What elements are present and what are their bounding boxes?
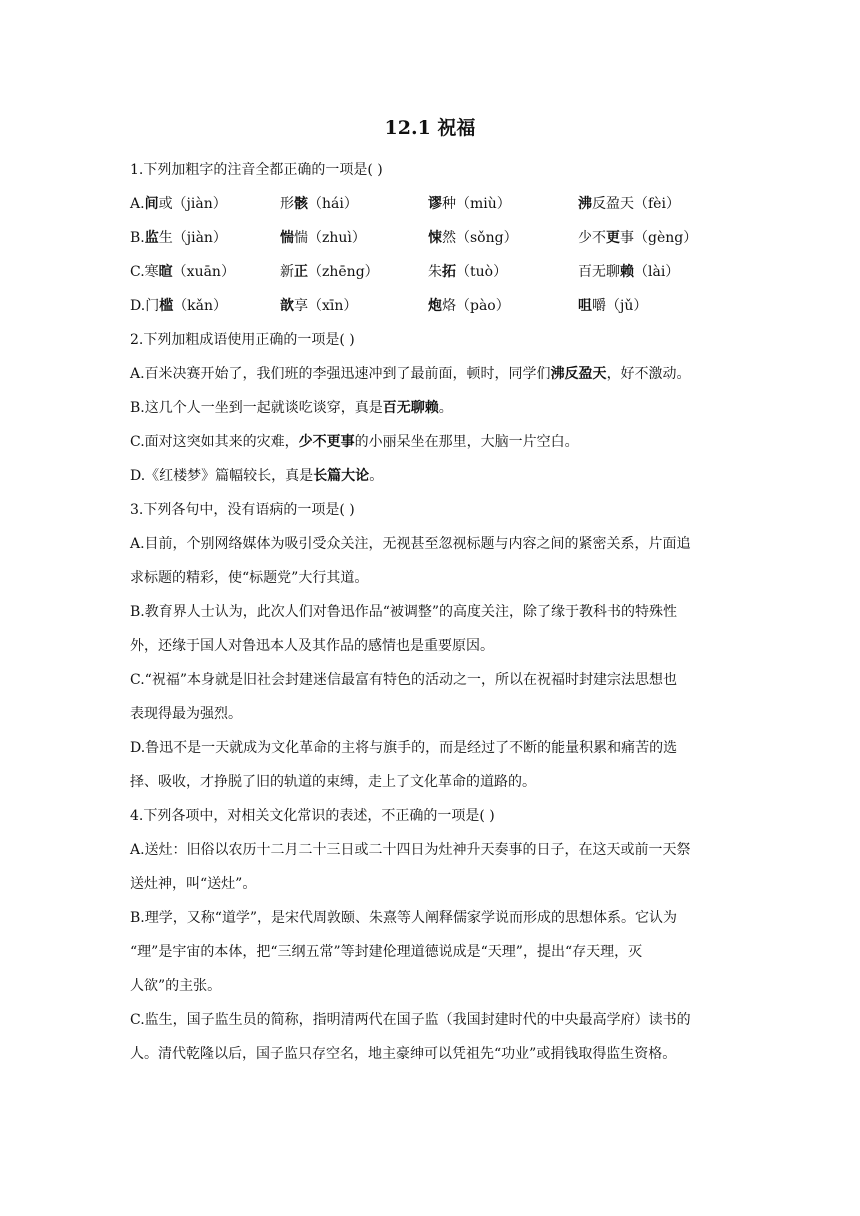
option-cell [280,221,428,255]
option-text: A.百米决赛开始了，我们班的李强迅速冲到了最前面，顿时，同学们 [130,366,551,382]
option-cell [428,187,578,221]
word-prefix: 百无聊 [578,264,620,280]
option-line: C.监生，国子监生员的简称，指明清两代在国子监（我国封建时代的中央最高学府）读书的 [130,1012,691,1028]
bold-character: 间 [144,196,159,212]
question-2-options [130,357,732,493]
option-row [130,289,732,323]
question-3-stem: 3.下列各句中，没有语病的一项是( ) [130,502,355,518]
bold-character: 谬 [428,196,442,212]
option-row [130,255,732,289]
question-2-stem: 2.下列加粗成语使用正确的一项是( ) [130,332,355,348]
option-text: 。 [438,400,453,416]
bold-character: 咀 [578,298,592,314]
option-line [130,425,732,459]
bold-character: 正 [294,264,308,280]
option-row [130,187,732,221]
option-line: 表现得最为强烈。 [130,706,242,722]
word-suffix-pinyin: （xuān） [172,264,235,280]
option-paragraph [130,731,732,799]
option-paragraph [130,595,732,663]
option-cell [428,289,578,323]
word-suffix-pinyin: 然（sǒng） [442,230,518,246]
option-line [130,357,732,391]
word-suffix-pinyin: （tuò） [456,264,508,280]
option-cell [578,255,732,289]
question-3-options [130,527,732,799]
option-label: B. [130,230,145,246]
bold-character: 惴 [280,230,294,246]
option-cell [578,187,732,221]
option-paragraph [130,527,732,595]
option-text: ，好不激动。 [606,366,691,382]
option-cell [280,289,428,323]
word-suffix-pinyin: 享（xīn） [294,298,358,314]
option-line: C.“祝福”本身就是旧社会封建迷信最富有特色的活动之一，所以在祝福时封建宗法思想也 [130,672,677,688]
bold-character: 监 [144,230,159,246]
word-suffix-pinyin: （zhēng） [308,264,379,280]
option-text: D.《红楼梦》篇幅较长，真是 [130,468,314,484]
bold-character: 骸 [294,196,308,212]
document-content [130,153,732,1071]
option-paragraph [130,901,732,1003]
bold-character: 槛 [159,298,174,314]
option-text: B.这几个人一坐到一起就谈吃谈穿，真是 [130,400,383,416]
option-cell [280,187,428,221]
option-label: A. [130,196,145,212]
bold-character: 悚 [428,230,442,246]
bold-character: 拓 [442,264,456,280]
option-line [130,459,732,493]
option-line: 人欲”的主张。 [130,978,222,994]
bold-idiom: 少不更事 [298,434,355,450]
bold-idiom: 沸反盈天 [550,366,607,382]
option-label: D. [130,298,146,314]
option-paragraph [130,1003,732,1071]
question-4-options [130,833,732,1071]
word-suffix-pinyin: 嚼（jǔ） [592,298,648,314]
word-prefix: 少不 [578,230,606,246]
word-suffix-pinyin: （lài） [634,264,680,280]
word-prefix: 形 [280,196,294,212]
word-prefix: 新 [280,264,294,280]
bold-idiom: 长篇大论 [313,468,370,484]
bold-character: 歆 [280,298,294,314]
option-cell [578,221,732,255]
word-suffix-pinyin: 或（jiàn） [158,196,227,212]
word-prefix: 朱 [428,264,442,280]
word-prefix: 寒 [144,264,159,280]
option-cell [578,289,732,323]
word-suffix-pinyin: 烙（pào） [442,298,510,314]
option-line: A.目前，个别网络媒体为吸引受众关注，无视甚至忽视标题与内容之间的紧密关系，片面追 [130,536,691,552]
option-cell [130,187,280,221]
bold-idiom: 百无聊赖 [382,400,439,416]
word-suffix-pinyin: 种（miù） [442,196,511,212]
question-1-stem: 1.下列加粗字的注音全都正确的一项是( ) [130,162,383,178]
option-paragraph [130,663,732,731]
bold-character: 炮 [428,298,442,314]
option-line: 送灶神，叫“送灶”。 [130,876,257,892]
bold-character: 赖 [620,264,634,280]
word-suffix-pinyin: （hái） [308,196,358,212]
word-suffix-pinyin: 生（jiàn） [158,230,227,246]
option-cell [428,255,578,289]
word-suffix-pinyin: 反盈天（fèi） [592,196,680,212]
word-suffix-pinyin: 事（gèng） [620,230,698,246]
option-line: 求标题的精彩，使“标题党”大行其道。 [130,570,369,586]
option-line: “理”是宇宙的本体，把“三纲五常”等封建伦理道德说成是“天理”，提出“存天理，灭 [130,944,643,960]
bold-character: 更 [606,230,620,246]
option-label: C. [130,264,145,280]
option-line [130,391,732,425]
bold-character: 沸 [578,196,592,212]
option-row [130,221,732,255]
option-line: B.教育界人士认为，此次人们对鲁迅作品“被调整”的高度关注，除了缘于教科书的特殊性 [130,604,678,620]
bold-character: 暄 [158,264,173,280]
option-line: 人。清代乾隆以后，国子监只存空名，地主豪绅可以凭祖先“功业”或捐钱取得监生资格。 [130,1046,677,1062]
option-cell [428,221,578,255]
option-cell [130,221,280,255]
option-cell [130,255,280,289]
option-cell [280,255,428,289]
word-suffix-pinyin: （kǎn） [173,298,228,314]
option-line: A.送灶：旧俗以农历十二月二十三日或二十四日为灶神升天奏事的日子，在这天或前一天祭 [130,842,691,858]
option-line: D.鲁迅不是一天就成为文化革命的主将与旗手的，而是经过了不断的能量积累和痛苦的选 [130,740,678,756]
option-line: 择、吸收，才挣脱了旧的轨道的束缚，走上了文化革命的道路的。 [130,774,536,790]
question-1-options [130,187,732,323]
page-title: 12.1 祝福 [384,117,476,139]
option-cell [130,289,280,323]
option-paragraph [130,833,732,901]
option-text: 的小丽呆坐在那里，大脑一片空白。 [354,434,579,450]
option-line: B.理学，又称“道学”，是宋代周敦颐、朱熹等人阐释儒家学说而形成的思想体系。它认为 [130,910,678,926]
option-line: 外，还缘于国人对鲁迅本人及其作品的感情也是重要原因。 [130,638,494,654]
word-suffix-pinyin: 惴（zhuì） [294,230,366,246]
option-text: C.面对这突如其来的灾难， [130,434,299,450]
question-4-stem: 4.下列各项中，对相关文化常识的表述，不正确的一项是( ) [130,808,495,824]
word-prefix: 门 [145,298,160,314]
option-text: 。 [369,468,384,484]
